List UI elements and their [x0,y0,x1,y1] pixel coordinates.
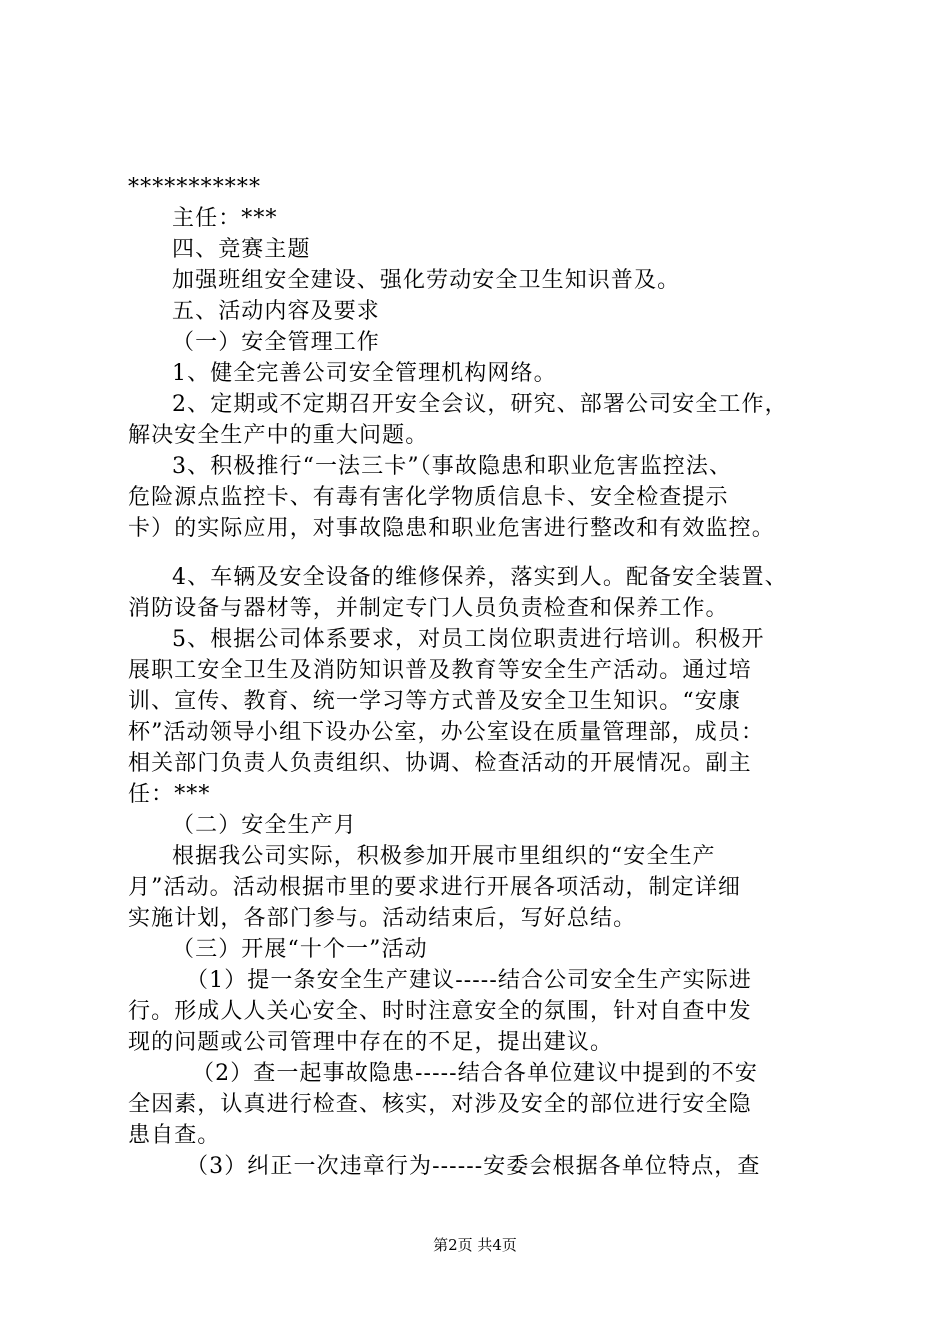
text-line: （2）查一起事故隐患-----结合各单位建议中提到的不安 [192,1061,758,1086]
text-line: 训、宣传、教育、统一学习等方式普及安全卫生知识。“安康 [128,689,741,714]
text-line: 消防设备与器材等，并制定专门人员负责检查和保养工作。 [128,596,729,621]
text-line: 患自查。 [128,1123,221,1148]
section-heading: 四、竞赛主题 [172,237,311,262]
text-line: 危险源点监控卡、有毒有害化学物质信息卡、安全检查提示 [128,485,729,510]
text-line: 杯”活动领导小组下设办公室，办公室设在质量管理部，成员： [128,720,765,745]
subsection-heading: （三）开展“十个一”活动 [172,937,428,962]
text-line: 现的问题或公司管理中存在的不足，提出建议。 [128,1030,614,1055]
text-line: 4、车辆及安全设备的维修保养，落实到人。配备安全装置、 [172,565,788,590]
text-line: 1、健全完善公司安全管理机构网络。 [172,361,557,386]
text-line: 根据我公司实际，积极参加开展市里组织的“安全生产 [172,844,716,869]
text-line: （3）纠正一次违章行为------安委会根据各单位特点，查 [186,1154,761,1179]
text-line: 实施计划，各部门参与。活动结束后，写好总结。 [128,906,637,931]
text-line: 5、根据公司体系要求，对员工岗位职责进行培训。积极开 [172,627,765,652]
text-line: 相关部门负责人负责组织、协调、检查活动的开展情况。副主 [128,751,752,776]
document-body [128,172,840,1182]
subsection-heading: （二）安全生产月 [172,813,357,838]
text-line: 解决安全生产中的重大问题。 [128,423,429,448]
text-line: 行。形成人人关心安全、时时注意安全的氛围，针对自查中发 [128,999,752,1024]
text-line: 任：*** [128,782,211,807]
text-line: 主任：*** [172,206,278,231]
text-line: 2、定期或不定期召开安全会议，研究、部署公司安全工作， [172,392,788,417]
subsection-heading: （一）安全管理工作 [172,330,380,355]
section-heading: 五、活动内容及要求 [172,299,380,324]
paragraph-gap [128,544,840,562]
text-line: *********** [128,175,262,200]
text-line: 月”活动。活动根据市里的要求进行开展各项活动，制定详细 [128,875,741,900]
text-line: （1）提一条安全生产建议-----结合公司安全生产实际进 [186,968,752,993]
text-line: 卡）的实际应用，对事故隐患和职业危害进行整改和有效监控。 [128,516,775,541]
page-footer: 第2页 共4页 [433,1236,517,1254]
text-line: 3、积极推行“一法三卡”（事故隐患和职业危害监控法、 [172,454,733,479]
text-line: 全因素，认真进行检查、核实，对涉及安全的部位进行安全隐 [128,1092,752,1117]
text-line: 展职工安全卫生及消防知识普及教育等安全生产活动。通过培 [128,658,752,683]
text-line: 加强班组安全建设、强化劳动安全卫生知识普及。 [172,268,681,293]
